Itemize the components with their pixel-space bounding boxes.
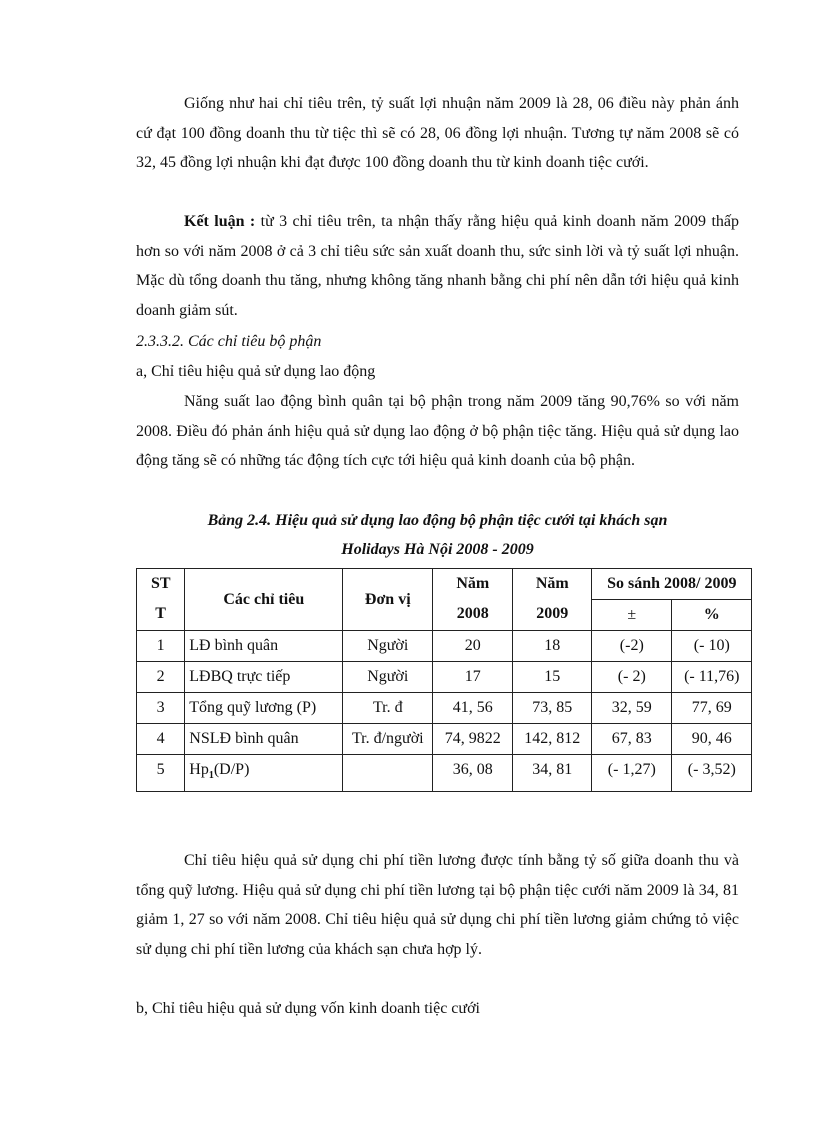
cell-indicator: LĐ bình quân — [185, 631, 343, 662]
subheading-capital: b, Chỉ tiêu hiệu quả sử dụng vốn kinh doanh tiệc cưới — [136, 1000, 480, 1017]
header-year-2009: Năm 2009 — [513, 569, 592, 631]
cell-pct: 77, 69 — [672, 693, 752, 724]
cell-pct: (- 3,52) — [672, 755, 752, 792]
cell-2008: 20 — [433, 631, 513, 662]
cell-2009: 15 — [513, 662, 592, 693]
cell-unit — [343, 755, 433, 792]
section-heading: 2.3.3.2. Các chỉ tiêu bộ phận — [136, 333, 322, 350]
table-row — [137, 693, 752, 724]
cell-pct: (- 11,76) — [672, 662, 752, 693]
cell-unit: Tr. đ — [343, 693, 433, 724]
header-pct: % — [672, 600, 752, 631]
table-row — [137, 755, 752, 792]
conclusion-text: từ 3 chỉ tiêu trên, ta nhận thấy rằng hiệu quả kinh doanh năm 2009 thấp hơn so với năm 2008 ở cả 3 chỉ tiêu sức sản xuất doanh thu, sức sinh lời và tỷ suất lợi nhuận. Mặc dù tổng doanh thu tăng, nhưng không tăng nhanh bằng chi phí nên dẫn tới hiệu quả kinh doanh giảm sút. — [136, 213, 739, 319]
cell-indicator: NSLĐ bình quân — [185, 724, 343, 755]
header-year-2008: Năm 2008 — [433, 569, 513, 631]
header-compare: So sánh 2008/ 2009 — [592, 569, 752, 600]
cell-stt: 2 — [137, 662, 185, 693]
cell-diff: (- 1,27) — [592, 755, 672, 792]
cell-indicator — [185, 755, 343, 792]
cell-diff: (- 2) — [592, 662, 672, 693]
cell-stt: 3 — [137, 693, 185, 724]
cell-2009: 73, 85 — [513, 693, 592, 724]
cell-diff: 67, 83 — [592, 724, 672, 755]
indicator-subscript: 1 — [208, 770, 214, 782]
cell-2009: 142, 812 — [513, 724, 592, 755]
table-caption-line2: Holidays Hà Nội 2008 - 2009 — [341, 541, 534, 558]
cell-unit: Người — [343, 662, 433, 693]
table-row — [137, 631, 752, 662]
table-row — [137, 724, 752, 755]
table-caption-line1: Bảng 2.4. Hiệu quả sử dụng lao động bộ phận tiệc cưới tại khách sạn — [207, 512, 668, 529]
cell-diff: (-2) — [592, 631, 672, 662]
cell-2008: 41, 56 — [433, 693, 513, 724]
cell-unit: Người — [343, 631, 433, 662]
indicator-tail: (D/P) — [213, 761, 250, 778]
table-row — [137, 662, 752, 693]
header-indicator: Các chỉ tiêu — [185, 569, 343, 631]
paragraph-conclusion — [136, 207, 739, 325]
cell-stt: 1 — [137, 631, 185, 662]
cell-2009: 18 — [513, 631, 592, 662]
cell-2008: 17 — [433, 662, 513, 693]
cell-diff: 32, 59 — [592, 693, 672, 724]
header-stt: ST T — [137, 569, 185, 631]
cell-stt: 5 — [137, 755, 185, 792]
paragraph-labor-productivity: Năng suất lao động bình quân tại bộ phận trong năm 2009 tăng 90,76% so với năm 2008. Điều đó phản ánh hiệu quả sử dụng lao động ở bộ phận tiệc tăng. Hiệu quả sử dụng lao động tăng sẽ có những tác động tích cực tới hiệu quả kinh doanh của bộ phận. — [136, 393, 739, 469]
cell-stt: 4 — [137, 724, 185, 755]
paragraph-wage-efficiency: Chỉ tiêu hiệu quả sử dụng chi phí tiền lương được tính bằng tỷ số giữa doanh thu và tổng quỹ lương. Hiệu quả sử dụng chi phí tiền lương tại bộ phận tiệc cưới năm 2009 là 34, 81 giảm 1, 27 so với năm 2008. Chỉ tiêu hiệu quả sử dụng chi phí tiền lương giảm chứng tỏ việc sử dụng chi phí tiền lương của khách sạn chưa hợp lý. — [136, 852, 739, 958]
paragraph-profit-ratio: Giống như hai chỉ tiêu trên, tỷ suất lợi nhuận năm 2009 là 28, 06 điều này phản ánh cứ đạt 100 đồng doanh thu từ tiệc thì sẽ có 28, 06 đồng lợi nhuận. Tương tự năm 2008 sẽ có 32, 45 đồng lợi nhuận khi đạt được 100 đồng doanh thu từ kinh doanh tiệc cưới. — [136, 95, 739, 171]
cell-indicator: Tổng quỹ lương (P) — [185, 693, 343, 724]
conclusion-label: Kết luận : — [184, 213, 256, 230]
cell-2009: 34, 81 — [513, 755, 592, 792]
indicator-main: Hp — [189, 761, 209, 778]
cell-2008: 74, 9822 — [433, 724, 513, 755]
labor-efficiency-table — [136, 568, 752, 792]
cell-indicator: LĐBQ trực tiếp — [185, 662, 343, 693]
cell-pct: 90, 46 — [672, 724, 752, 755]
header-diff: ± — [592, 600, 672, 631]
header-unit: Đơn vị — [343, 569, 433, 631]
cell-2008: 36, 08 — [433, 755, 513, 792]
cell-unit: Tr. đ/người — [343, 724, 433, 755]
subheading-labor: a, Chỉ tiêu hiệu quả sử dụng lao động — [136, 363, 376, 380]
cell-pct: (- 10) — [672, 631, 752, 662]
